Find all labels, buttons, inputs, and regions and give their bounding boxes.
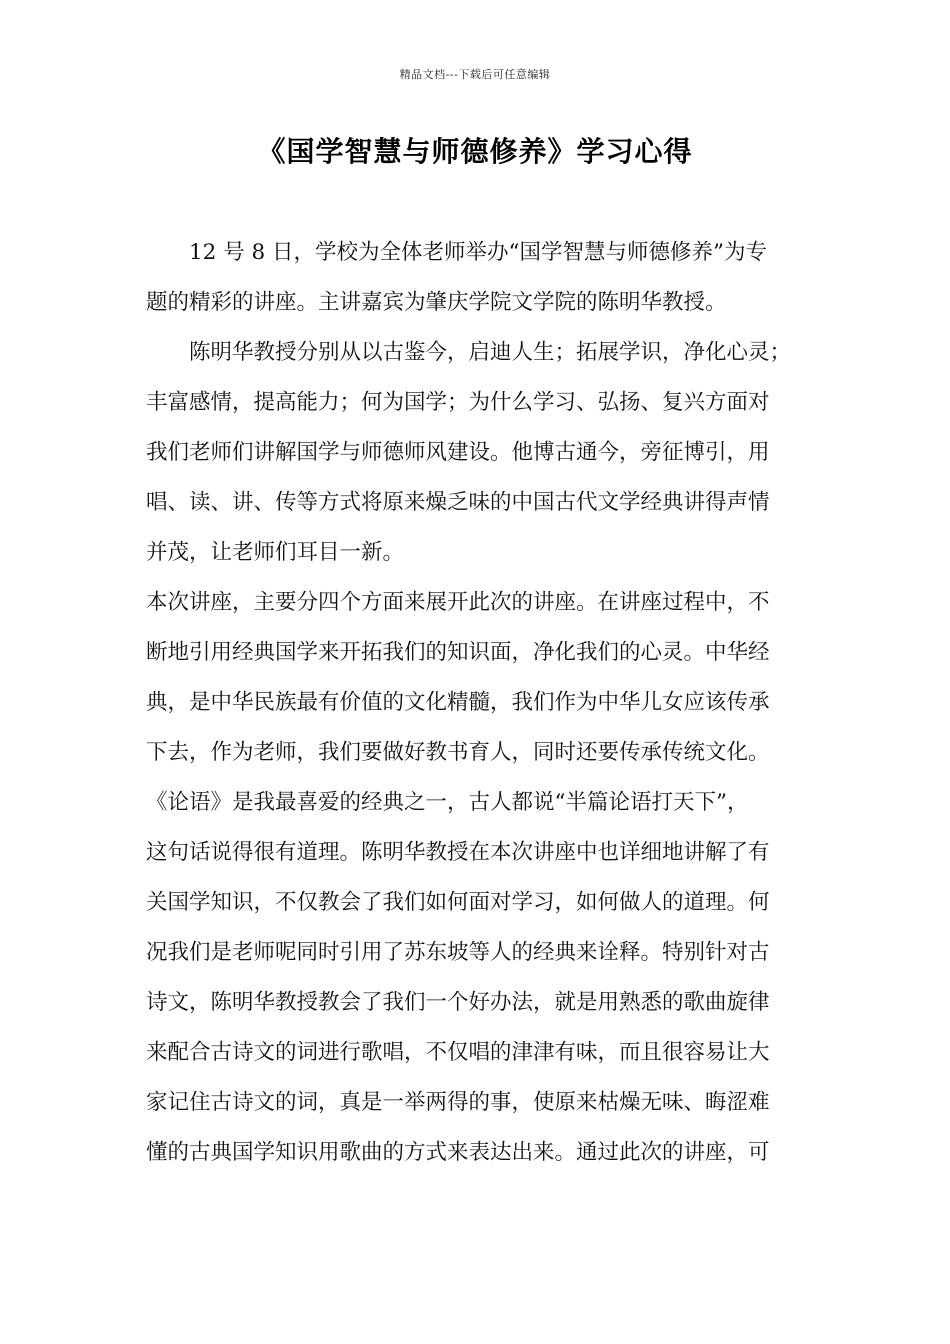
text-line: 诗文，陈明华教授教会了我们一个好办法，就是用熟悉的歌曲旋律 xyxy=(146,990,770,1015)
text-line: 断地引用经典国学来开拓我们的知识面，净化我们的心灵。中华经 xyxy=(146,640,770,665)
text-line: 来配合古诗文的词进行歌唱，不仅唱的津津有味，而且很容易让大 xyxy=(146,1040,770,1065)
header-note: 精品文档---下载后可任意编辑 xyxy=(399,68,551,81)
text-line: 唱、读、讲、传等方式将原来燥乏味的中国古代文学经典讲得声情 xyxy=(146,490,770,515)
text-line: 本次讲座，主要分四个方面来展开此次的讲座。在讲座过程中，不 xyxy=(146,590,770,615)
text-line: 我们老师们讲解国学与师德师风建设。他博古通今，旁征博引，用 xyxy=(146,440,770,465)
text-line: 并茂，让老师们耳目一新。 xyxy=(146,540,405,565)
text-line: 关国学知识，不仅教会了我们如何面对学习，如何做人的道理。何 xyxy=(146,890,770,915)
text-line: 陈明华教授分别从以古鉴今，启迪人生；拓展学识，净化心灵； xyxy=(189,340,792,365)
text-line: 典，是中华民族最有价值的文化精髓，我们作为中华儿女应该传承 xyxy=(146,690,770,715)
text-line: 12 号 8 日，学校为全体老师举办“国学智慧与师德修养”为专 xyxy=(189,240,768,265)
text-line: 懂的古典国学知识用歌曲的方式来表达出来。通过此次的讲座，可 xyxy=(146,1140,770,1165)
text-line: 题的精彩的讲座。主讲嘉宾为肇庆学院文学院的陈明华教授。 xyxy=(146,290,727,315)
text-line: 下去，作为老师，我们要做好教书育人，同时还要传承传统文化。 xyxy=(146,740,770,765)
document-title: 《国学智慧与师德修养》学习心得 xyxy=(257,135,693,168)
text-line: 家记住古诗文的词，真是一举两得的事，使原来枯燥无味、晦涩难 xyxy=(146,1090,770,1115)
text-line: 《论语》是我最喜爱的经典之一，古人都说“半篇论语打天下”， xyxy=(146,790,749,815)
text-line: 丰富感情，提高能力；何为国学；为什么学习、弘扬、复兴方面对 xyxy=(146,390,770,415)
text-line: 这句话说得很有道理。陈明华教授在本次讲座中也详细地讲解了有 xyxy=(146,840,770,865)
document-body xyxy=(146,228,796,1178)
text-line: 况我们是老师呢同时引用了苏东坡等人的经典来诠释。特别针对古 xyxy=(146,940,770,965)
